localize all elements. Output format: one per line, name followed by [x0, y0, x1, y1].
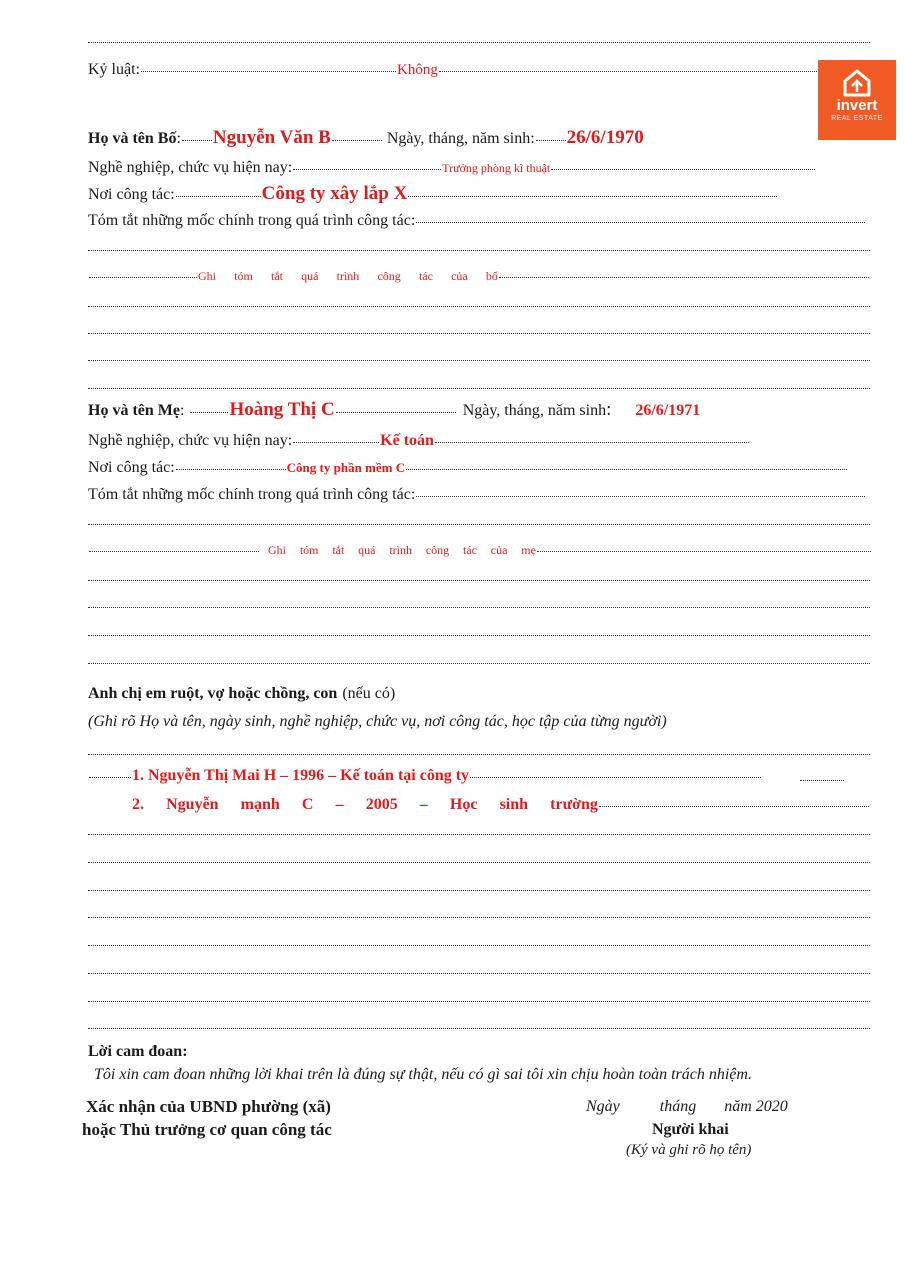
- date-year: năm 2020: [724, 1098, 788, 1115]
- siblings-title: Anh chị em ruột, vợ hoặc chồng, con: [88, 685, 338, 702]
- commitment-title: Lời cam đoan:: [88, 1043, 188, 1060]
- dotted-line: [88, 890, 870, 891]
- dotted-line: [88, 607, 870, 608]
- declarant-label: Người khai: [652, 1121, 729, 1138]
- sibling-entry-2-word: 2.: [132, 796, 144, 813]
- discipline-label: Kỷ luật:: [88, 61, 140, 78]
- mother-name-value: Hoàng Thị C: [229, 399, 335, 420]
- sibling-entry-2-word: trường: [550, 796, 598, 813]
- dotted-line: [88, 388, 870, 389]
- mother-summary-label-line: [88, 485, 866, 505]
- siblings-hint-line: [88, 712, 870, 732]
- dotted-line: [88, 663, 870, 664]
- father-summary-label-line: [88, 211, 866, 231]
- dotted-line: [88, 862, 870, 863]
- sibling-entry-2-word: sinh: [499, 796, 529, 813]
- dotted-line: [88, 1001, 870, 1002]
- date-day: Ngày: [586, 1098, 620, 1115]
- mother-summary-note-line: [88, 540, 872, 560]
- father-summary-note: [198, 266, 498, 286]
- house-icon: [818, 68, 896, 98]
- father-job-value: Trưởng phòng kĩ thuật: [442, 161, 551, 175]
- mother-dob-value: 26/6/1971: [635, 402, 701, 419]
- mother-summary-word: Ghi: [268, 543, 286, 557]
- father-job-label: Nghề nghiệp, chức vụ hiện nay:: [88, 159, 293, 176]
- confirm-line-2: hoặc Thủ trưởng cơ quan công tác: [82, 1120, 332, 1139]
- dotted-line: [88, 1028, 870, 1029]
- father-summary-note-line: [88, 266, 870, 286]
- father-summary-word: tắt: [270, 269, 283, 283]
- father-name-label: Họ và tên Bố: [88, 130, 177, 147]
- mother-name-line: Họ và tên Mẹ : Hoàng Thị C Ngày, tháng, năm sinh : 26/6/1971: [88, 399, 701, 420]
- father-name-line: Họ và tên Bố : Nguyễn Văn B Ngày, tháng, năm sinh: 26/6/1970: [88, 127, 644, 148]
- father-summary-word: bố: [485, 269, 498, 283]
- date-line: [586, 1097, 788, 1117]
- father-job-line: [88, 158, 816, 178]
- logo-name: invert: [836, 97, 878, 114]
- sibling-entry-2-word: –: [335, 796, 344, 813]
- sign-note: (Ký và ghi rõ họ tên): [626, 1142, 752, 1158]
- mother-job-label: Nghề nghiệp, chức vụ hiện nay:: [88, 432, 293, 449]
- dotted-line: [88, 754, 870, 755]
- mother-summary-label: Tóm tắt những mốc chính trong quá trình công tác:: [88, 486, 416, 503]
- father-summary-word: Ghi: [198, 269, 216, 283]
- sibling-entry-2-word: C: [301, 796, 314, 813]
- father-dob-label: Ngày, tháng, năm sinh:: [386, 130, 535, 147]
- father-workplace-line: [88, 184, 778, 205]
- sibling-entry-2-line: [132, 795, 870, 815]
- father-workplace-value: Công ty xây lắp X: [261, 183, 408, 204]
- dotted-line: [88, 917, 870, 918]
- commitment-text: Tôi xin cam đoan những lời khai trên là đúng sự thật, nếu có gì sai tôi xin chịu hoàn toàn trách nhiệm.: [94, 1066, 752, 1083]
- father-summary-label: Tóm tắt những mốc chính trong quá trình công tác:: [88, 212, 416, 229]
- discipline-line: [88, 60, 870, 80]
- dotted-line: [88, 580, 870, 581]
- dotted-line: [88, 42, 870, 43]
- confirm-line-1: Xác nhận của UBND phường (xã): [86, 1097, 331, 1116]
- dotted-line: [88, 360, 870, 361]
- dotted-fragment: [800, 766, 844, 781]
- dotted-line: [88, 635, 870, 636]
- mother-summary-word: tắt: [332, 543, 345, 557]
- mother-summary-word: tóm: [299, 543, 319, 557]
- mother-summary-word: tác: [462, 543, 477, 557]
- father-summary-word: tác: [418, 269, 433, 283]
- mother-summary-word: trình: [389, 543, 412, 557]
- father-summary-word: của: [451, 269, 468, 283]
- mother-job-line: [88, 431, 750, 451]
- mother-workplace-label: Nơi công tác:: [88, 459, 175, 476]
- mother-name-label: Họ và tên Mẹ: [88, 402, 180, 419]
- mother-job-value: Kế toán: [380, 432, 434, 449]
- dotted-line: [88, 306, 870, 307]
- date-month: tháng: [659, 1098, 697, 1115]
- siblings-title-line: [88, 684, 870, 704]
- dotted-line: [88, 333, 870, 334]
- sibling-entry-2-word: 2005: [365, 796, 398, 813]
- father-workplace-label: Nơi công tác:: [88, 186, 175, 203]
- mother-dob-label: Ngày, tháng, năm sinh: [462, 402, 607, 419]
- father-summary-word: công: [377, 269, 401, 283]
- dotted-line: [88, 973, 870, 974]
- father-name-value: Nguyễn Văn B: [212, 127, 331, 148]
- logo-tagline: REAL ESTATE: [831, 115, 883, 122]
- dotted-line: [88, 945, 870, 946]
- mother-summary-word: quá: [358, 543, 376, 557]
- sibling-entry-1-line: [88, 766, 762, 786]
- mother-workplace-value: Công ty phần mềm C: [286, 460, 406, 475]
- dotted-line: [88, 250, 870, 251]
- siblings-hint: (Ghi rõ Họ và tên, ngày sinh, nghề nghiệp, chức vụ, nơi công tác, học tập của từng người): [88, 713, 667, 730]
- mother-summary-word: mẹ: [521, 543, 536, 557]
- father-dob-value: 26/6/1970: [566, 127, 644, 148]
- sibling-entry-2-word: Học: [449, 796, 478, 813]
- father-summary-word: tóm: [234, 269, 253, 283]
- sibling-entry-2: [132, 795, 598, 815]
- discipline-value: Không: [397, 62, 438, 78]
- dotted-line: [88, 834, 870, 835]
- sibling-entry-2-word: Nguyễn: [166, 796, 219, 813]
- sibling-entry-2-word: –: [419, 796, 428, 813]
- mother-summary-word: công: [425, 543, 450, 557]
- dotted-line: [88, 524, 870, 525]
- father-summary-word: trình: [336, 269, 360, 283]
- sibling-entry-2-word: mạnh: [240, 796, 280, 813]
- mother-workplace-line: [88, 458, 848, 478]
- siblings-title-note: (nếu có): [342, 685, 396, 702]
- mother-summary-note: [268, 540, 536, 560]
- father-summary-word: quá: [301, 269, 319, 283]
- mother-summary-word: của: [490, 543, 508, 557]
- sibling-entry-1: 1. Nguyễn Thị Mai H – 1996 – Kế toán tại công ty: [132, 767, 470, 784]
